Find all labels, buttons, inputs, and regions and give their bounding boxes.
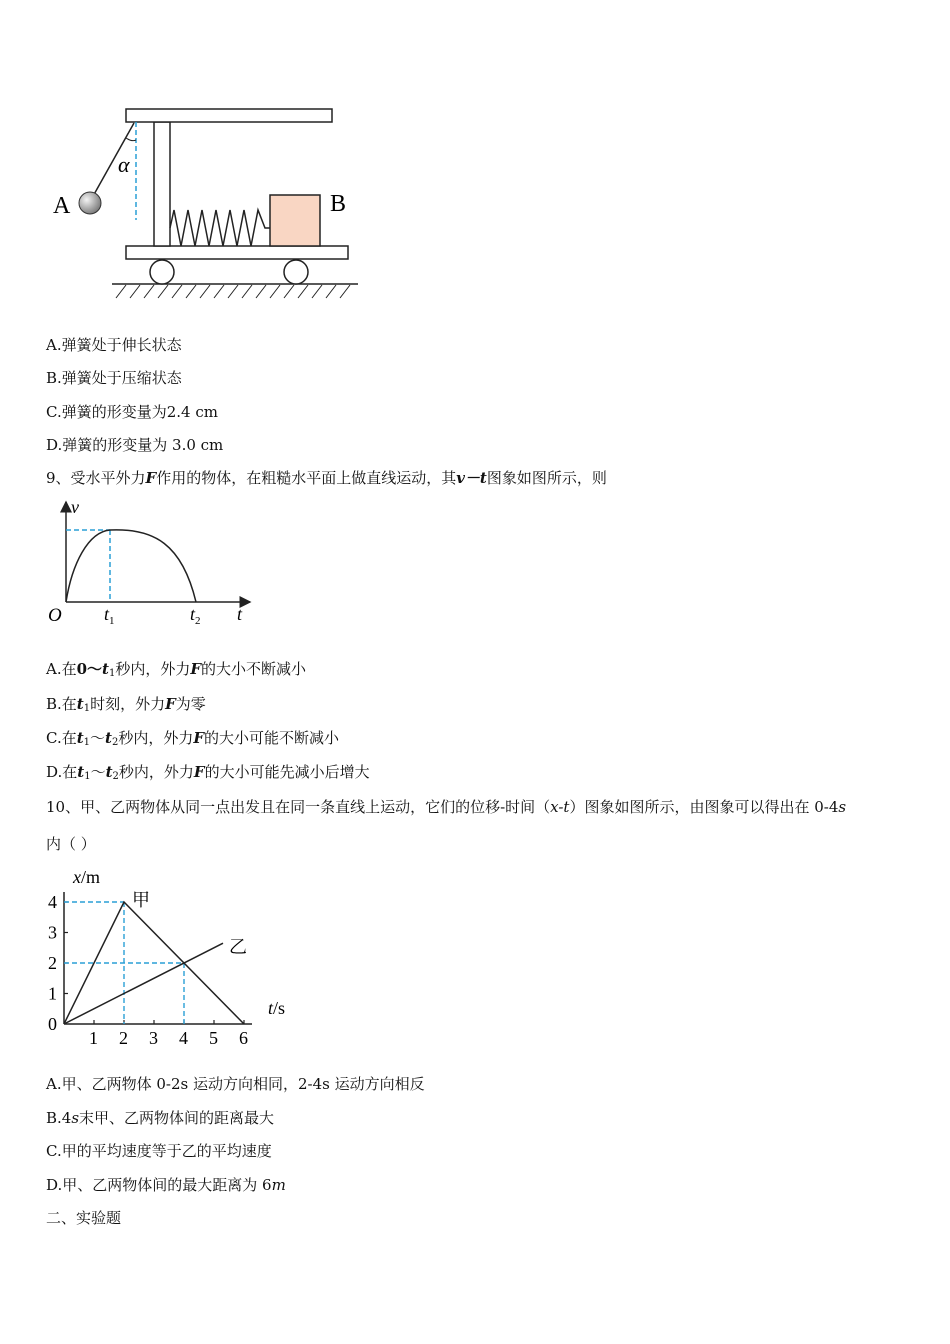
cart-figure <box>50 100 370 305</box>
xt-chart-svg <box>40 862 310 1052</box>
xt-origin-label: 0 <box>48 1014 57 1034</box>
angle-label: α <box>118 152 130 177</box>
q9-option-a: A.在$0\sim t_1$秒内，外力F的大小不断减小 <box>46 660 307 679</box>
q9-option-d: D.在$t_1\sim t_2$秒内，外力F的大小可能先减小后增大 <box>46 763 370 782</box>
q9-option-c: C.在$t_1\sim t_2$秒内，外力F的大小可能不断减小 <box>46 729 340 748</box>
xt-y-tick-label: 3 <box>48 922 57 943</box>
cart-post <box>154 122 170 246</box>
spring <box>170 210 270 246</box>
q10-stem: 10、甲、乙两物体从同一点出发且在同一条直线上运动，它们的位移-时间（x-t）图象如图所示，由图象可以得出在 0-4s <box>46 798 847 816</box>
angle-arc <box>126 138 136 141</box>
xt-series-label-yi: 乙 <box>229 937 247 958</box>
xt-series-line-yi <box>64 943 223 1024</box>
xt-chart <box>40 862 310 1052</box>
left-wheel <box>150 260 174 284</box>
xt-x-tick-label: 6 <box>239 1028 248 1048</box>
q10-option-b: B.4s末甲、乙两物体间的距离最大 <box>46 1109 275 1127</box>
xt-x-tick-label: 3 <box>149 1028 158 1048</box>
xt-y-tick-label: 1 <box>48 983 57 1004</box>
section-heading: 二、实验题 <box>46 1209 122 1227</box>
block-b <box>270 195 320 246</box>
xt-ylabel: x/m <box>73 867 101 887</box>
xt-x-tick-label: 1 <box>89 1028 98 1048</box>
vt-graph-svg <box>44 494 264 629</box>
q10-option-c: C.甲的平均速度等于乙的平均速度 <box>46 1142 272 1160</box>
xt-x-tick-label: 5 <box>209 1028 218 1048</box>
origin-label: O <box>48 605 62 626</box>
vt-curve <box>66 530 196 602</box>
right-wheel <box>284 260 308 284</box>
xt-x-tick-label: 2 <box>119 1028 128 1048</box>
xt-xlabel: t/s <box>268 998 286 1018</box>
v-axis-label: v <box>71 497 79 517</box>
vt-graph <box>44 494 264 629</box>
label-a: A <box>53 193 71 219</box>
cart-top-bar <box>126 109 332 122</box>
t-axis-label: t <box>237 604 243 624</box>
xt-y-tick-label: 4 <box>48 892 57 912</box>
q9-stem: 9、受水平外力F作用的物体，在粗糙水平面上做直线运动，其v－t图象如图所示，则 <box>46 469 607 487</box>
q9-option-b: B.在$t_1$时刻，外力F为零 <box>46 695 206 714</box>
t1-label: $t_1$ <box>104 604 115 627</box>
q10-option-a: A.甲、乙两物体 0-2s 运动方向相同，2-4s 运动方向相反 <box>46 1075 425 1093</box>
cart-base <box>126 246 348 259</box>
q8-option-c: C.弹簧的形变量为2.4 cm <box>46 403 218 421</box>
q10-stem-line2: 内（ ） <box>46 835 96 853</box>
ground-hatch <box>116 285 350 298</box>
q8-option-d: D.弹簧的形变量为 3.0 cm <box>46 436 224 454</box>
xt-series-label-jia: 甲 <box>132 890 150 910</box>
t2-label: $t_2$ <box>190 604 201 627</box>
q8-option-a: A.弹簧处于伸长状态 <box>46 336 182 354</box>
xt-x-tick-label: 4 <box>179 1028 188 1048</box>
cart-diagram <box>50 100 370 305</box>
ball-a <box>79 192 101 214</box>
xt-y-tick-label: 2 <box>48 953 57 973</box>
q8-option-b: B.弹簧处于压缩状态 <box>46 369 182 387</box>
label-b: B <box>330 191 347 217</box>
q10-option-d: D.甲、乙两物体间的最大距离为 6m <box>46 1176 286 1194</box>
